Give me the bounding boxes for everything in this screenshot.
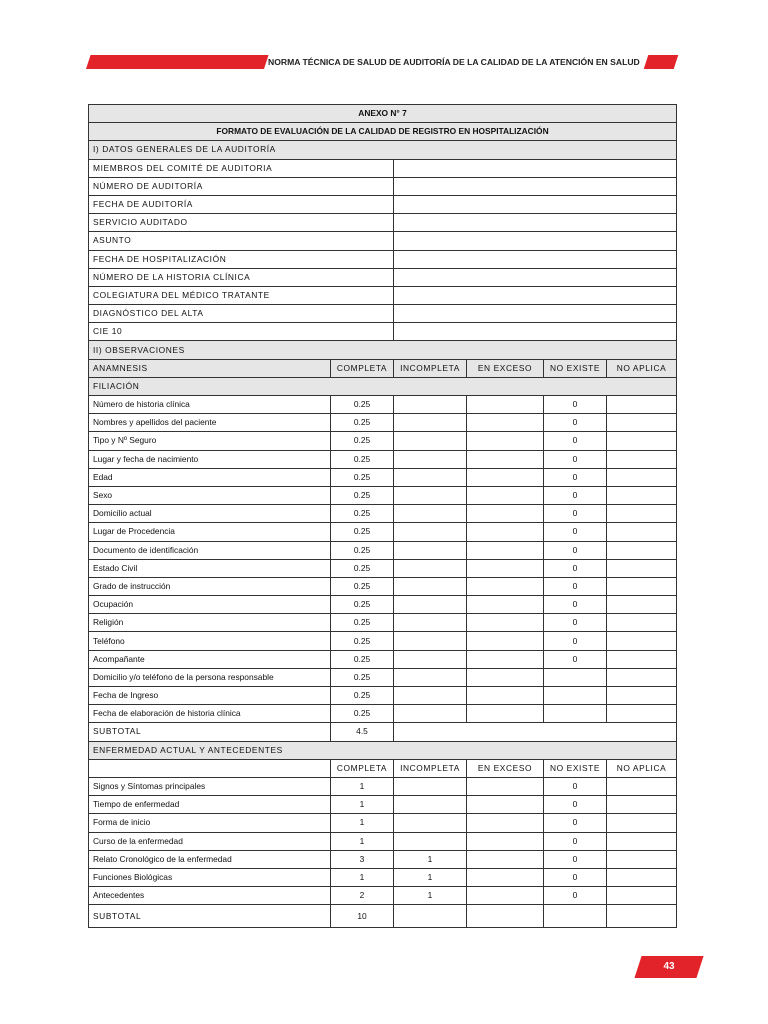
columns-header-row: [89, 359, 677, 377]
subtotal-value: 10: [331, 905, 394, 928]
score-cell[interactable]: 0.25: [331, 650, 394, 668]
score-cell[interactable]: [394, 596, 467, 614]
score-cell[interactable]: 1: [394, 850, 467, 868]
subtotal-label: SUBTOTAL: [89, 723, 331, 741]
score-cell[interactable]: [394, 614, 467, 632]
score-cell[interactable]: 0.25: [331, 396, 394, 414]
score-cell[interactable]: 0: [544, 632, 607, 650]
general-data-label: DIAGNÓSTICO DEL ALTA: [89, 305, 394, 323]
table-row: [89, 632, 677, 650]
table-row: [89, 868, 677, 886]
general-data-row: [89, 268, 677, 286]
score-cell[interactable]: [467, 777, 544, 795]
score-cell[interactable]: [607, 796, 677, 814]
score-cell[interactable]: [394, 650, 467, 668]
score-cell[interactable]: [467, 705, 544, 723]
score-cell[interactable]: [467, 832, 544, 850]
score-cell[interactable]: 0: [544, 796, 607, 814]
column-header: NO EXISTE: [544, 359, 607, 377]
table-row: [89, 777, 677, 795]
score-cell[interactable]: 1: [394, 887, 467, 905]
subtotal-blank: [607, 905, 677, 928]
score-cell[interactable]: [607, 668, 677, 686]
score-cell[interactable]: 0.25: [331, 687, 394, 705]
general-data-value-field[interactable]: [394, 250, 677, 268]
score-cell[interactable]: 0.25: [331, 450, 394, 468]
item-label: Signos y Síntomas principales: [89, 777, 331, 795]
score-cell[interactable]: [607, 614, 677, 632]
score-cell[interactable]: [467, 868, 544, 886]
score-cell[interactable]: 1: [331, 814, 394, 832]
table-row: [89, 814, 677, 832]
score-cell[interactable]: 0.25: [331, 596, 394, 614]
section1-heading: I) DATOS GENERALES DE LA AUDITORÍA: [89, 141, 677, 159]
column-header: EN EXCESO: [467, 759, 544, 777]
score-cell[interactable]: [607, 687, 677, 705]
score-cell[interactable]: [467, 850, 544, 868]
item-label: Edad: [89, 468, 331, 486]
score-cell[interactable]: [394, 541, 467, 559]
table-row: [89, 414, 677, 432]
item-label: Teléfono: [89, 632, 331, 650]
general-data-value-field[interactable]: [394, 195, 677, 213]
score-cell[interactable]: [607, 887, 677, 905]
score-cell[interactable]: [607, 486, 677, 504]
item-label: Curso de la enfermedad: [89, 832, 331, 850]
item-label: Ocupación: [89, 596, 331, 614]
table-row: [89, 650, 677, 668]
table-row: [89, 432, 677, 450]
table-row: [89, 559, 677, 577]
subtotal-blank: [467, 905, 544, 928]
general-data-row: [89, 214, 677, 232]
score-cell[interactable]: [467, 432, 544, 450]
score-cell[interactable]: 0: [544, 596, 607, 614]
score-cell[interactable]: [394, 777, 467, 795]
score-cell[interactable]: 0.25: [331, 577, 394, 595]
subtotal-blank: [544, 905, 607, 928]
score-cell[interactable]: [467, 577, 544, 595]
score-cell[interactable]: [607, 596, 677, 614]
score-cell[interactable]: [467, 668, 544, 686]
general-data-row: [89, 250, 677, 268]
score-cell[interactable]: [607, 414, 677, 432]
score-cell[interactable]: [394, 523, 467, 541]
subtotal-value: 4.5: [331, 723, 394, 741]
score-cell[interactable]: [607, 777, 677, 795]
score-cell[interactable]: [467, 796, 544, 814]
score-cell[interactable]: [607, 541, 677, 559]
column-header: NO EXISTE: [544, 759, 607, 777]
score-cell[interactable]: [467, 632, 544, 650]
annex-subtitle: FORMATO DE EVALUACIÓN DE LA CALIDAD DE REGISTRO EN HOSPITALIZACIÓN: [89, 123, 677, 141]
item-label: Estado Civil: [89, 559, 331, 577]
score-cell[interactable]: 0.25: [331, 486, 394, 504]
table-row: [89, 668, 677, 686]
filiacion-subtotal-row: [89, 723, 677, 741]
score-cell[interactable]: [467, 450, 544, 468]
table-row: [89, 468, 677, 486]
score-cell[interactable]: [544, 687, 607, 705]
general-data-value-field[interactable]: [394, 323, 677, 341]
score-cell[interactable]: [467, 468, 544, 486]
item-label: Grado de instrucción: [89, 577, 331, 595]
score-cell[interactable]: 3: [331, 850, 394, 868]
general-data-label: MIEMBROS DEL COMITÉ DE AUDITORIA: [89, 159, 394, 177]
score-cell[interactable]: 0: [544, 450, 607, 468]
score-cell[interactable]: 0: [544, 468, 607, 486]
score-cell[interactable]: [394, 414, 467, 432]
general-data-row: [89, 177, 677, 195]
score-cell[interactable]: 1: [331, 777, 394, 795]
score-cell[interactable]: 0.25: [331, 414, 394, 432]
item-label: Fecha de elaboración de historia clínica: [89, 705, 331, 723]
score-cell[interactable]: [394, 687, 467, 705]
score-cell[interactable]: [607, 832, 677, 850]
subtotal-blank: [394, 905, 467, 928]
score-cell[interactable]: [394, 832, 467, 850]
general-data-row: [89, 159, 677, 177]
section2-heading: II) OBSERVACIONES: [89, 341, 677, 359]
score-cell[interactable]: [607, 505, 677, 523]
evaluation-form-table: [88, 104, 677, 928]
page-number-badge: [638, 956, 700, 978]
score-cell[interactable]: [394, 814, 467, 832]
column-header: INCOMPLETA: [394, 759, 467, 777]
score-cell[interactable]: [607, 868, 677, 886]
score-cell[interactable]: [394, 486, 467, 504]
item-label: Acompañante: [89, 650, 331, 668]
score-cell[interactable]: [467, 541, 544, 559]
item-label: Forma de inicio: [89, 814, 331, 832]
score-cell[interactable]: [467, 523, 544, 541]
item-label: Sexo: [89, 486, 331, 504]
score-cell[interactable]: 1: [331, 832, 394, 850]
score-cell[interactable]: [607, 705, 677, 723]
score-cell[interactable]: [607, 523, 677, 541]
general-data-label: NÚMERO DE LA HISTORIA CLÍNICA: [89, 268, 394, 286]
score-cell[interactable]: 0: [544, 777, 607, 795]
score-cell[interactable]: 0.25: [331, 468, 394, 486]
score-cell[interactable]: [607, 396, 677, 414]
table-row: [89, 596, 677, 614]
score-cell[interactable]: [544, 668, 607, 686]
score-cell[interactable]: 0.25: [331, 614, 394, 632]
table-row: [89, 705, 677, 723]
score-cell[interactable]: [607, 468, 677, 486]
score-cell[interactable]: 1: [394, 868, 467, 886]
general-data-row: [89, 323, 677, 341]
general-data-row: [89, 232, 677, 250]
score-cell[interactable]: [607, 650, 677, 668]
score-cell[interactable]: [607, 632, 677, 650]
general-data-value-field[interactable]: [394, 177, 677, 195]
header-red-stripe: [86, 55, 269, 69]
item-label: Domicilio y/o teléfono de la persona responsable: [89, 668, 331, 686]
score-cell[interactable]: 0.25: [331, 432, 394, 450]
item-label: Número de historia clínica: [89, 396, 331, 414]
table-row: [89, 450, 677, 468]
score-cell[interactable]: 0.25: [331, 505, 394, 523]
table-row: [89, 486, 677, 504]
header-red-tab: [644, 55, 679, 69]
score-cell[interactable]: [394, 705, 467, 723]
table-row: [89, 523, 677, 541]
score-cell[interactable]: [607, 432, 677, 450]
annex-title: ANEXO N° 7: [89, 105, 677, 123]
subtotal-blank: [394, 723, 677, 741]
header-title: NORMA TÉCNICA DE SALUD DE AUDITORÍA DE LA CALIDAD DE LA ATENCIÓN EN SALUD: [268, 57, 640, 67]
score-cell[interactable]: [467, 596, 544, 614]
table-row: [89, 850, 677, 868]
general-data-value-field[interactable]: [394, 268, 677, 286]
score-cell[interactable]: 0.25: [331, 559, 394, 577]
score-cell[interactable]: [467, 650, 544, 668]
page-number: 43: [663, 961, 675, 972]
column-header: INCOMPLETA: [394, 359, 467, 377]
score-cell[interactable]: 0.25: [331, 523, 394, 541]
enfermedad-heading: ENFERMEDAD ACTUAL Y ANTECEDENTES: [89, 741, 677, 759]
table-row: [89, 687, 677, 705]
score-cell[interactable]: 0: [544, 832, 607, 850]
general-data-label: SERVICIO AUDITADO: [89, 214, 394, 232]
filiacion-heading: FILIACIÓN: [89, 377, 677, 395]
score-cell[interactable]: 0: [544, 614, 607, 632]
score-cell[interactable]: 0: [544, 432, 607, 450]
general-data-value-field[interactable]: [394, 214, 677, 232]
item-label: Tiempo de enfermedad: [89, 796, 331, 814]
score-cell[interactable]: [467, 814, 544, 832]
table-row: [89, 541, 677, 559]
column-header: COMPLETA: [331, 359, 394, 377]
general-data-row: [89, 195, 677, 213]
score-cell[interactable]: 0: [544, 396, 607, 414]
score-cell[interactable]: [394, 468, 467, 486]
columns-header-row-2: [89, 759, 677, 777]
score-cell[interactable]: [467, 505, 544, 523]
score-cell[interactable]: 0: [544, 486, 607, 504]
score-cell[interactable]: 0: [544, 414, 607, 432]
item-label: Domicilio actual: [89, 505, 331, 523]
score-cell[interactable]: 2: [331, 887, 394, 905]
score-cell[interactable]: [394, 632, 467, 650]
table-row: [89, 832, 677, 850]
score-cell[interactable]: [394, 432, 467, 450]
score-cell[interactable]: 0: [544, 887, 607, 905]
table-row: [89, 887, 677, 905]
score-cell[interactable]: [394, 559, 467, 577]
score-cell[interactable]: [607, 559, 677, 577]
item-label: Relato Cronológico de la enfermedad: [89, 850, 331, 868]
subtotal-label: SUBTOTAL: [89, 905, 331, 928]
score-cell[interactable]: [394, 796, 467, 814]
score-cell[interactable]: 0: [544, 559, 607, 577]
score-cell[interactable]: [394, 450, 467, 468]
anamnesis-label: ANAMNESIS: [89, 359, 331, 377]
column-header: NO APLICA: [607, 359, 677, 377]
score-cell[interactable]: [544, 705, 607, 723]
score-cell[interactable]: [394, 505, 467, 523]
score-cell[interactable]: [467, 614, 544, 632]
general-data-value-field[interactable]: [394, 286, 677, 304]
score-cell[interactable]: [607, 450, 677, 468]
item-label: Lugar y fecha de nacimiento: [89, 450, 331, 468]
score-cell[interactable]: 0: [544, 650, 607, 668]
general-data-label: COLEGIATURA DEL MÉDICO TRATANTE: [89, 286, 394, 304]
item-label: Nombres y apellidos del paciente: [89, 414, 331, 432]
general-data-label: CIE 10: [89, 323, 394, 341]
blank-header-cell: [89, 759, 331, 777]
score-cell[interactable]: [607, 577, 677, 595]
score-cell[interactable]: 0.25: [331, 632, 394, 650]
score-cell[interactable]: [394, 668, 467, 686]
item-label: Antecedentes: [89, 887, 331, 905]
score-cell[interactable]: 0: [544, 505, 607, 523]
score-cell[interactable]: [467, 559, 544, 577]
table-row: [89, 614, 677, 632]
table-row: [89, 396, 677, 414]
score-cell[interactable]: [467, 887, 544, 905]
score-cell[interactable]: 0: [544, 541, 607, 559]
score-cell[interactable]: 0: [544, 850, 607, 868]
item-label: Funciones Biológicas: [89, 868, 331, 886]
column-header: EN EXCESO: [467, 359, 544, 377]
general-data-label: ASUNTO: [89, 232, 394, 250]
score-cell[interactable]: [394, 577, 467, 595]
table-row: [89, 796, 677, 814]
item-label: Documento de identificación: [89, 541, 331, 559]
score-cell[interactable]: 0.25: [331, 705, 394, 723]
general-data-row: [89, 286, 677, 304]
score-cell[interactable]: [467, 396, 544, 414]
score-cell[interactable]: [394, 396, 467, 414]
score-cell[interactable]: [607, 814, 677, 832]
score-cell[interactable]: [607, 850, 677, 868]
column-header: COMPLETA: [331, 759, 394, 777]
score-cell[interactable]: 0.25: [331, 668, 394, 686]
item-label: Tipo y Nº Seguro: [89, 432, 331, 450]
general-data-value-field[interactable]: [394, 305, 677, 323]
score-cell[interactable]: 0: [544, 814, 607, 832]
item-label: Religión: [89, 614, 331, 632]
item-label: Lugar de Procedencia: [89, 523, 331, 541]
enfermedad-subtotal-row: [89, 905, 677, 928]
general-data-row: [89, 305, 677, 323]
table-row: [89, 505, 677, 523]
score-cell[interactable]: 0: [544, 523, 607, 541]
column-header: NO APLICA: [607, 759, 677, 777]
score-cell[interactable]: [467, 486, 544, 504]
general-data-label: NÚMERO DE AUDITORÍA: [89, 177, 394, 195]
score-cell[interactable]: 0: [544, 577, 607, 595]
score-cell[interactable]: 1: [331, 868, 394, 886]
table-row: [89, 577, 677, 595]
score-cell[interactable]: [467, 687, 544, 705]
general-data-label: FECHA DE HOSPITALIZACIÓN: [89, 250, 394, 268]
general-data-label: FECHA DE AUDITORÍA: [89, 195, 394, 213]
score-cell[interactable]: 1: [331, 796, 394, 814]
general-data-value-field[interactable]: [394, 159, 677, 177]
general-data-value-field[interactable]: [394, 232, 677, 250]
item-label: Fecha de Ingreso: [89, 687, 331, 705]
score-cell[interactable]: 0.25: [331, 541, 394, 559]
score-cell[interactable]: 0: [544, 868, 607, 886]
score-cell[interactable]: [467, 414, 544, 432]
